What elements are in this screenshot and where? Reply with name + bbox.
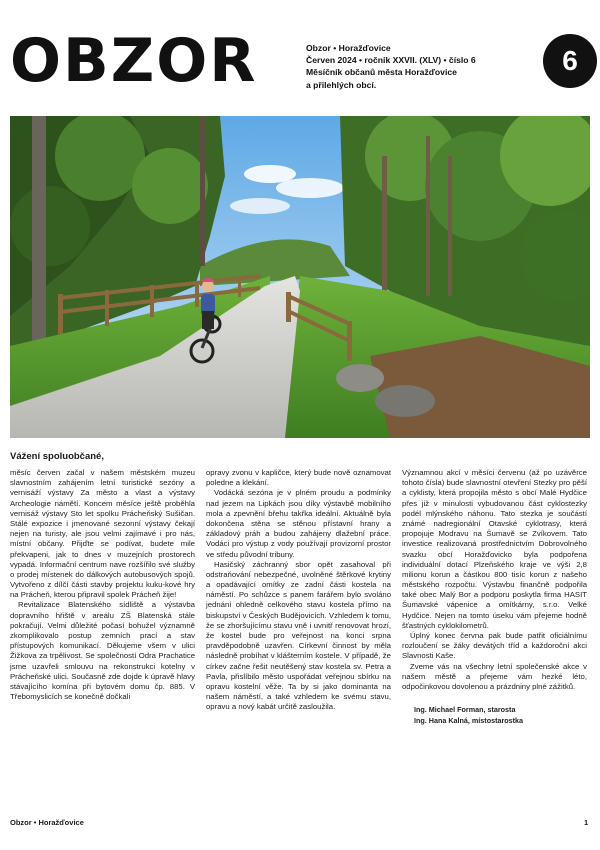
article-column-3 [402, 468, 587, 726]
paragraph: měsíc červen začal v našem městském muzeu slavnostním zahájením letní turistické sezóny a vernisáží výstavy Za město a vlast a výstavy Archeologie námětí. Koncem měsíce ještě proběhla vernisáž výstavy Sto let spolku Prácheňský Sušičan. Stálé expozice i jmenované sezonní výstavy čekají nejen na turisty, ale jsou velmi zajímavé i pro nás, místní občany. Přijďte se podívat, budete mile překvapeni, jak to dnes v muzejních prostorech vypadá. Informační centrum nave rozšířilo své služby o prodej místenek do dálkových autobusových spojů. Vytvořeno z dílčí části stavby projektu kuku-kové hry na Prácheň, kterou připravil spolek Prácheň žije! [10, 468, 195, 600]
paragraph: Zveme vás na všechny letní společenské akce v našem městě a přejeme vám hezké léto, odpočinkovou dovolenou a prázdniny plné zážitků. [402, 661, 587, 691]
masthead-meta [306, 42, 476, 91]
signature-mayor: Ing. Michael Forman, starosta [414, 705, 516, 715]
paragraph: Hasičský záchranný sbor opět zasahoval při odstraňování nebezpečné, uvolněné štěrkové krytiny a opadávající omítky ze zadní části kostela na náměstí. Po schůzce s panem farářem bylo svoláno jednání ohledně celkového stavu kostela přímo na biskupství v Českých Budějovicích. Vzhledem k tomu, že se zhoršujícímu stavu vně i uvnitř renovovat hrozí, že kostel bude pro veřejnost na konci srpna pravděpodobně uzavřen. Církevní činnost by měla následně probíhat v klášterním kostele. V případě, že církev začne řešit neutěšený stav kostela sv. Petra a Pavla, přislíbilo město uspořádat veřejnou sbírku na opravu kostelní věže. Ta by si jako dominanta na našem náměstí, a také vzhledem ke svému stavu, opravu a nový kabát určitě zasloužila. [206, 559, 391, 712]
page-number: 1 [584, 818, 589, 827]
masthead [10, 22, 590, 102]
paragraph: Revitalizace Blatenského sídliště a výstavba dopravního hřiště v areálu ZŠ Blatenská stále pokračují. Velmi důležité počasí bohužel významně zkomplikovalo postup zemních prací a stav přístupových komunikací. Děkujeme všem v ulici Žižkova za trpělivost. Se společností Odra Prachatice jsme uzavřeli smlouvu na rekonstrukci kotelny v Prácheňské ulici. Současně zde dojde k úpravě hlavy stávajícího komína při bytovém domu čp. 885. V Třebomyslicích se konečně dočkali [10, 600, 195, 702]
article-greeting: Vážení spoluobčané, [10, 451, 104, 462]
article-column-2 [206, 468, 391, 713]
meta-line-1: Obzor • Horažďovice [306, 43, 391, 53]
signatures [402, 704, 587, 726]
cover-photo [10, 116, 590, 438]
paragraph: opravy zvonu v kapličce, který bude nově oznamovat poledne a klekání. [206, 468, 391, 488]
meta-line-3: Měsíčník občanů města Horažďovice [306, 67, 457, 78]
footer-publication: Obzor • Horažďovice [10, 818, 84, 827]
signature-deputy-mayor: Ing. Hana Kalná, místostarostka [414, 716, 524, 726]
meta-line-4: a přilehlých obcí. [306, 79, 377, 90]
paragraph: Vodácká sezóna je v plném proudu a podmínky nad jezem na Lipkách jsou díky výstavbě mobilního mola a zpevnění břehu takřka ideální. Aktuálně byla dokončena stěna se stěnou přístavní hrany a základový práh a budou zahájeny dlažební práce. Vodáci pro výstup z vody používají provizorní prostor ve středu původní tribuny. [206, 488, 391, 559]
article-column-1 [10, 468, 195, 702]
photo-cyclist-forest-path-icon [10, 116, 590, 438]
newspaper-title: OBZOR [10, 26, 258, 96]
issue-number-badge: 6 [543, 34, 597, 88]
meta-line-2: Červen 2024 • ročník XXVII. (XLV) • číslo 6 [306, 55, 476, 66]
paragraph: Významnou akcí v měsíci červenu (až po uzávěrce tohoto čísla) bude slavnostní otevření Stezky pro pěší a cyklisty, která propojila město s obcí Malé Hydčice přes již v minulosti vybudovanou část cyklostezky podél mlýnského náhonu. Tato stezka je součástí známé nadregionální Otavské cyklotrasy, která propojuje Modravu na Šumavě se Zvíkovem. Tato investice realizovaná prostřednictvím Dobrovolného svazku obcí Horažďovicko byla podpořena individuální dotací Plzeňského kraje ve výši 2,8 milionu korun a částkou 800 tisíc korun z našeho městského rozpočtu. Výstavbu finančně podpořila také obec Malý Bor a podporu poskytla firma HASIT Šumavské vápenice a omítkárny, s.r.o. Velké Hydčice. Nejen na tomto úseku vám přejeme hodně šťastných cyklokilometrů. [402, 468, 587, 630]
paragraph: Úplný konec června pak bude patřit oficiálnímu rozloučení se žáky devátých tříd a každoroční akci Slavnosti Kaše. [402, 631, 587, 661]
